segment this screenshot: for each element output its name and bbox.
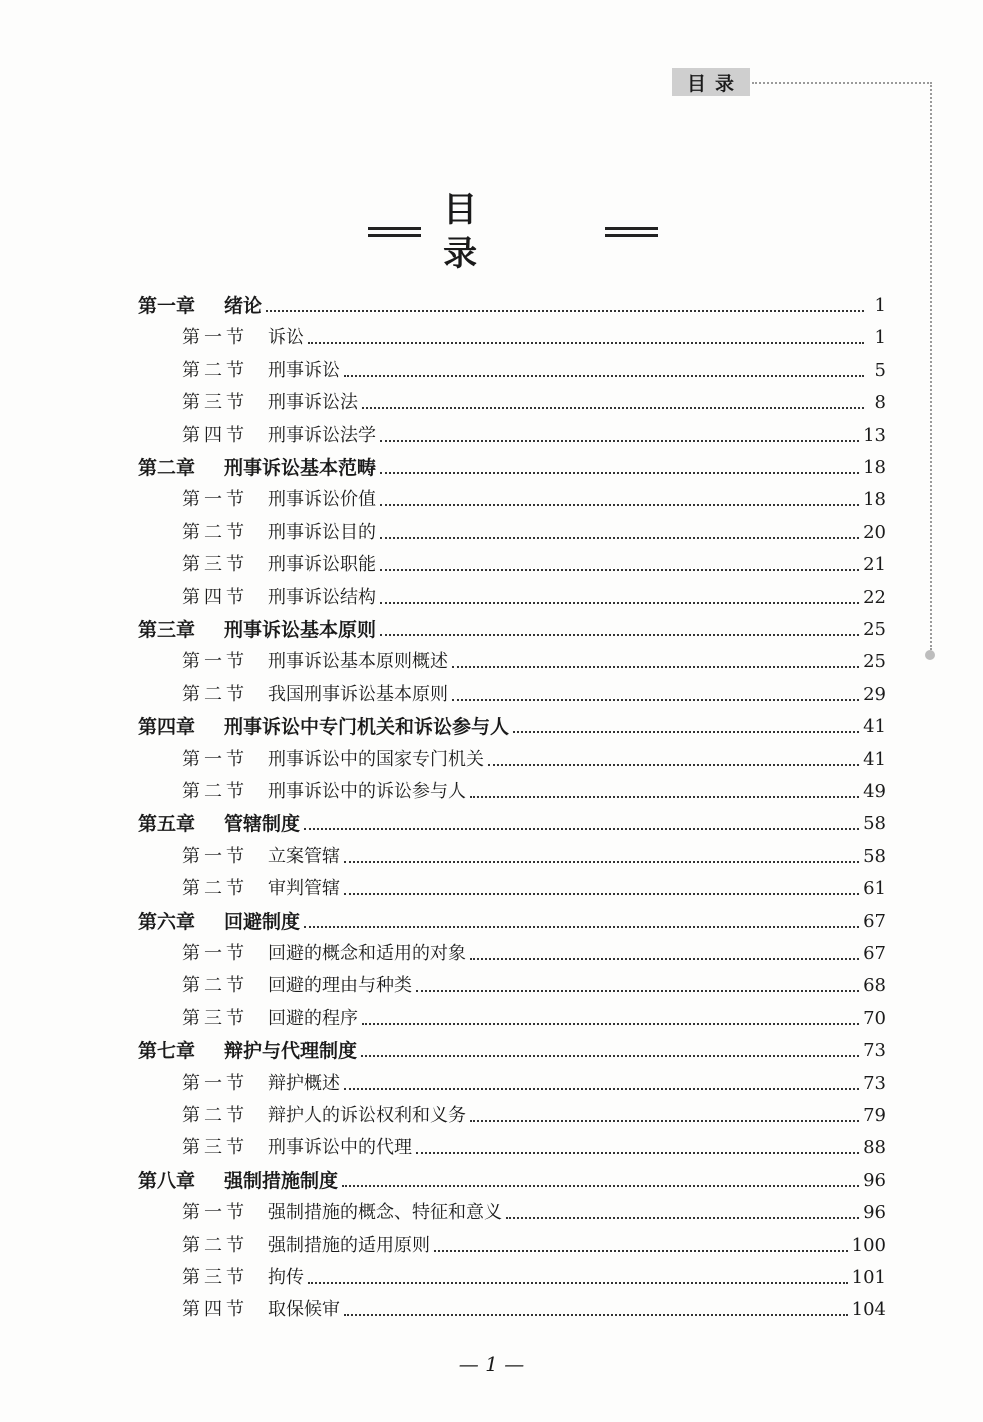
toc-section-row[interactable] xyxy=(182,1262,886,1290)
chapter-number: 第七章 xyxy=(138,1040,196,1062)
section-title: 诉讼 xyxy=(268,327,304,348)
toc-entry-label xyxy=(138,812,300,836)
chapter-title: 辩护与代理制度 xyxy=(224,1040,358,1062)
toc-entry-label xyxy=(182,521,376,545)
toc-page-number: 1 xyxy=(874,295,886,316)
toc-entry-label xyxy=(182,683,448,707)
toc-entry-label xyxy=(182,326,304,350)
toc-chapter-row[interactable] xyxy=(138,808,886,836)
toc-entry-label xyxy=(138,618,376,642)
section-title: 刑事诉讼目的 xyxy=(268,522,376,543)
toc-page-number: 79 xyxy=(863,1105,886,1126)
chapter-title: 回避制度 xyxy=(224,911,301,933)
side-rule-end-dot xyxy=(925,650,935,660)
toc-chapter-row[interactable] xyxy=(138,1165,886,1193)
running-header-label: 目录 xyxy=(686,72,743,95)
section-title: 回避的概念和适用的对象 xyxy=(268,943,466,964)
toc-section-row[interactable] xyxy=(182,1294,886,1322)
toc-page-number: 41 xyxy=(863,716,886,737)
toc-entry-label xyxy=(182,1007,358,1031)
dot-leader xyxy=(513,731,859,733)
toc-chapter-row[interactable] xyxy=(138,1035,886,1063)
toc-section-row[interactable] xyxy=(182,355,886,383)
dot-leader xyxy=(361,1055,859,1057)
toc-entry-label xyxy=(182,942,466,966)
toc-entry-label xyxy=(182,974,412,998)
section-title: 刑事诉讼法 xyxy=(268,392,358,413)
toc-entry-label xyxy=(182,1201,502,1225)
section-title: 强制措施的适用原则 xyxy=(268,1235,430,1256)
toc-entry-label xyxy=(138,910,300,934)
toc-chapter-row[interactable] xyxy=(138,614,886,642)
section-number: 第二节 xyxy=(182,878,248,899)
dot-leader xyxy=(344,1314,848,1316)
dot-leader xyxy=(344,861,859,863)
toc-entry-label xyxy=(182,1136,412,1160)
page-title-block xyxy=(368,190,658,274)
section-title: 辩护概述 xyxy=(268,1073,340,1094)
section-number: 第一节 xyxy=(182,1202,248,1223)
dot-leader xyxy=(416,990,859,992)
section-number: 第四节 xyxy=(182,587,248,608)
section-number: 第三节 xyxy=(182,1137,248,1158)
toc-entry-label xyxy=(138,715,509,739)
toc-section-row[interactable] xyxy=(182,484,886,512)
toc-entry-label xyxy=(138,1039,357,1063)
dot-leader xyxy=(362,1023,859,1025)
toc-page-number: 5 xyxy=(874,360,886,381)
dot-leader xyxy=(344,1088,859,1090)
section-title: 刑事诉讼中的诉讼参与人 xyxy=(268,781,466,802)
dot-leader xyxy=(488,764,859,766)
toc-page-number: 29 xyxy=(863,684,886,705)
chapter-title: 管辖制度 xyxy=(224,813,301,835)
section-number: 第二节 xyxy=(182,684,248,705)
section-title: 刑事诉讼中的代理 xyxy=(268,1137,412,1158)
toc-page-number: 25 xyxy=(863,651,886,672)
toc-page-number: 61 xyxy=(863,878,886,899)
dot-leader xyxy=(304,926,859,928)
dot-leader xyxy=(342,1185,859,1187)
toc-section-row[interactable] xyxy=(182,646,886,674)
section-title: 我国刑事诉讼基本原则 xyxy=(268,684,448,705)
dot-leader xyxy=(266,310,864,312)
dot-leader xyxy=(470,958,859,960)
toc-entry-label xyxy=(182,845,340,869)
chapter-number: 第六章 xyxy=(138,911,196,933)
section-title: 拘传 xyxy=(268,1267,304,1288)
chapter-title: 刑事诉讼基本范畴 xyxy=(224,457,377,479)
chapter-title: 刑事诉讼中专门机关和诉讼参与人 xyxy=(224,716,510,738)
section-title: 刑事诉讼法学 xyxy=(268,425,376,446)
toc-page-number: 18 xyxy=(863,489,886,510)
toc-section-row[interactable] xyxy=(182,549,886,577)
section-number: 第二节 xyxy=(182,360,248,381)
section-number: 第三节 xyxy=(182,554,248,575)
section-title: 回避的程序 xyxy=(268,1008,358,1029)
section-title: 取保候审 xyxy=(268,1299,340,1320)
toc-chapter-row[interactable] xyxy=(138,711,886,739)
toc-page-number: 67 xyxy=(863,911,886,932)
header-dotted-rule xyxy=(752,82,932,84)
toc-section-row[interactable] xyxy=(182,1132,886,1160)
section-number: 第二节 xyxy=(182,1235,248,1256)
toc-page-number: 70 xyxy=(863,1008,886,1029)
dot-leader xyxy=(344,893,859,895)
chapter-number: 第五章 xyxy=(138,813,196,835)
toc-page-number: 68 xyxy=(863,975,886,996)
chapter-number: 第四章 xyxy=(138,716,196,738)
chapter-number: 第八章 xyxy=(138,1170,196,1192)
toc-entry-label xyxy=(182,1234,430,1258)
toc-page-number: 22 xyxy=(863,587,886,608)
section-title: 审判管辖 xyxy=(268,878,340,899)
toc-entry-label xyxy=(182,1072,340,1096)
section-number: 第一节 xyxy=(182,943,248,964)
toc-chapter-row[interactable] xyxy=(138,290,886,318)
toc-page-number: 101 xyxy=(851,1267,886,1288)
toc-section-row[interactable] xyxy=(182,1100,886,1128)
toc-page-number: 41 xyxy=(863,749,886,770)
toc-section-row[interactable] xyxy=(182,322,886,350)
dot-leader xyxy=(344,375,864,377)
toc-entry-label xyxy=(182,1104,466,1128)
toc-entry-label xyxy=(182,586,376,610)
toc-section-row[interactable] xyxy=(182,1003,886,1031)
toc-entry-label xyxy=(182,391,358,415)
toc-entry-label xyxy=(182,553,376,577)
toc-entry-label xyxy=(182,780,466,804)
section-title: 立案管辖 xyxy=(268,846,340,867)
toc-page-number: 21 xyxy=(863,554,886,575)
dot-leader xyxy=(362,407,864,409)
toc-entry-label xyxy=(182,650,448,674)
section-title: 辩护人的诉讼权利和义务 xyxy=(268,1105,466,1126)
title-right-rule xyxy=(605,227,658,237)
toc-chapter-row[interactable] xyxy=(138,906,886,934)
chapter-number: 第二章 xyxy=(138,457,196,479)
toc-entry-label xyxy=(182,1298,340,1322)
dot-leader xyxy=(380,634,859,636)
dot-leader xyxy=(380,472,859,474)
title-left-rule xyxy=(368,227,421,237)
toc-page-number: 96 xyxy=(863,1170,886,1191)
section-number: 第一节 xyxy=(182,1073,248,1094)
section-title: 刑事诉讼职能 xyxy=(268,554,376,575)
section-number: 第一节 xyxy=(182,651,248,672)
toc-page-number: 18 xyxy=(863,457,886,478)
toc-page-number: 73 xyxy=(863,1073,886,1094)
toc-section-row[interactable] xyxy=(182,873,886,901)
toc-section-row[interactable] xyxy=(182,517,886,545)
section-number: 第一节 xyxy=(182,749,248,770)
toc-page-number: 8 xyxy=(874,392,886,413)
section-number: 第一节 xyxy=(182,327,248,348)
dot-leader xyxy=(452,699,859,701)
toc-page-number: 25 xyxy=(863,619,886,640)
toc-section-row[interactable] xyxy=(182,938,886,966)
section-number: 第一节 xyxy=(182,846,248,867)
section-title: 刑事诉讼中的国家专门机关 xyxy=(268,749,484,770)
chapter-number: 第三章 xyxy=(138,619,196,641)
toc-section-row[interactable] xyxy=(182,1230,886,1258)
toc-page-number: 1 xyxy=(874,327,886,348)
section-number: 第二节 xyxy=(182,975,248,996)
toc-entry-label xyxy=(182,424,376,448)
toc-entry-label xyxy=(138,456,376,480)
chapter-title: 刑事诉讼基本原则 xyxy=(224,619,377,641)
toc-section-row[interactable] xyxy=(182,582,886,610)
section-number: 第一节 xyxy=(182,489,248,510)
toc-page-number: 96 xyxy=(863,1202,886,1223)
toc-page-number: 13 xyxy=(863,425,886,446)
section-number: 第二节 xyxy=(182,781,248,802)
dot-leader xyxy=(304,828,859,830)
dot-leader xyxy=(452,666,859,668)
toc-entry-label xyxy=(182,877,340,901)
dot-leader xyxy=(470,796,859,798)
toc-page-number: 58 xyxy=(863,813,886,834)
toc-section-row[interactable] xyxy=(182,420,886,448)
dot-leader xyxy=(380,504,859,506)
dot-leader xyxy=(416,1152,859,1154)
toc-entry-label xyxy=(138,1169,338,1193)
toc-page-number: 104 xyxy=(851,1299,886,1320)
toc-page-number: 100 xyxy=(851,1235,886,1256)
section-number: 第三节 xyxy=(182,1267,248,1288)
dot-leader xyxy=(380,602,859,604)
section-title: 刑事诉讼 xyxy=(268,360,340,381)
toc-entry-label xyxy=(182,359,340,383)
dot-leader xyxy=(308,342,864,344)
section-title: 强制措施的概念、特征和意义 xyxy=(268,1202,502,1223)
running-header-tab xyxy=(672,68,750,96)
dot-leader xyxy=(506,1217,859,1219)
chapter-title: 强制措施制度 xyxy=(224,1170,339,1192)
toc-page-number: 20 xyxy=(863,522,886,543)
section-title: 刑事诉讼结构 xyxy=(268,587,376,608)
toc-section-row[interactable] xyxy=(182,387,886,415)
section-number: 第二节 xyxy=(182,1105,248,1126)
toc-chapter-row[interactable] xyxy=(138,452,886,480)
toc-section-row[interactable] xyxy=(182,841,886,869)
section-number: 第三节 xyxy=(182,392,248,413)
toc-section-row[interactable] xyxy=(182,744,886,772)
dot-leader xyxy=(380,537,859,539)
toc-page-number: 49 xyxy=(863,781,886,802)
toc-section-row[interactable] xyxy=(182,1197,886,1225)
dot-leader xyxy=(380,440,859,442)
section-title: 刑事诉讼价值 xyxy=(268,489,376,510)
section-number: 第四节 xyxy=(182,425,248,446)
toc-entry-label xyxy=(182,488,376,512)
toc-entry-label xyxy=(138,294,262,318)
section-number: 第四节 xyxy=(182,1299,248,1320)
toc-entry-label xyxy=(182,1266,304,1290)
section-number: 第三节 xyxy=(182,1008,248,1029)
section-number: 第二节 xyxy=(182,522,248,543)
dot-leader xyxy=(434,1250,848,1252)
toc-entry-label xyxy=(182,748,484,772)
section-title: 回避的理由与种类 xyxy=(268,975,412,996)
chapter-title: 绪论 xyxy=(224,295,263,317)
section-title: 刑事诉讼基本原则概述 xyxy=(268,651,448,672)
chapter-number: 第一章 xyxy=(138,295,196,317)
toc-page-number: 88 xyxy=(863,1137,886,1158)
toc-section-row[interactable] xyxy=(182,1068,886,1096)
page-number: — 1 — xyxy=(458,1352,525,1376)
dot-leader xyxy=(470,1120,859,1122)
toc-page-number: 67 xyxy=(863,943,886,964)
toc-section-row[interactable] xyxy=(182,679,886,707)
toc-section-row[interactable] xyxy=(182,776,886,804)
dot-leader xyxy=(308,1282,848,1284)
dot-leader xyxy=(380,569,859,571)
toc-page-number: 58 xyxy=(863,846,886,867)
toc-page-number: 73 xyxy=(863,1040,886,1061)
toc-section-row[interactable] xyxy=(182,970,886,998)
page-title: 目 录 xyxy=(443,190,526,274)
side-dotted-rule xyxy=(930,82,932,650)
